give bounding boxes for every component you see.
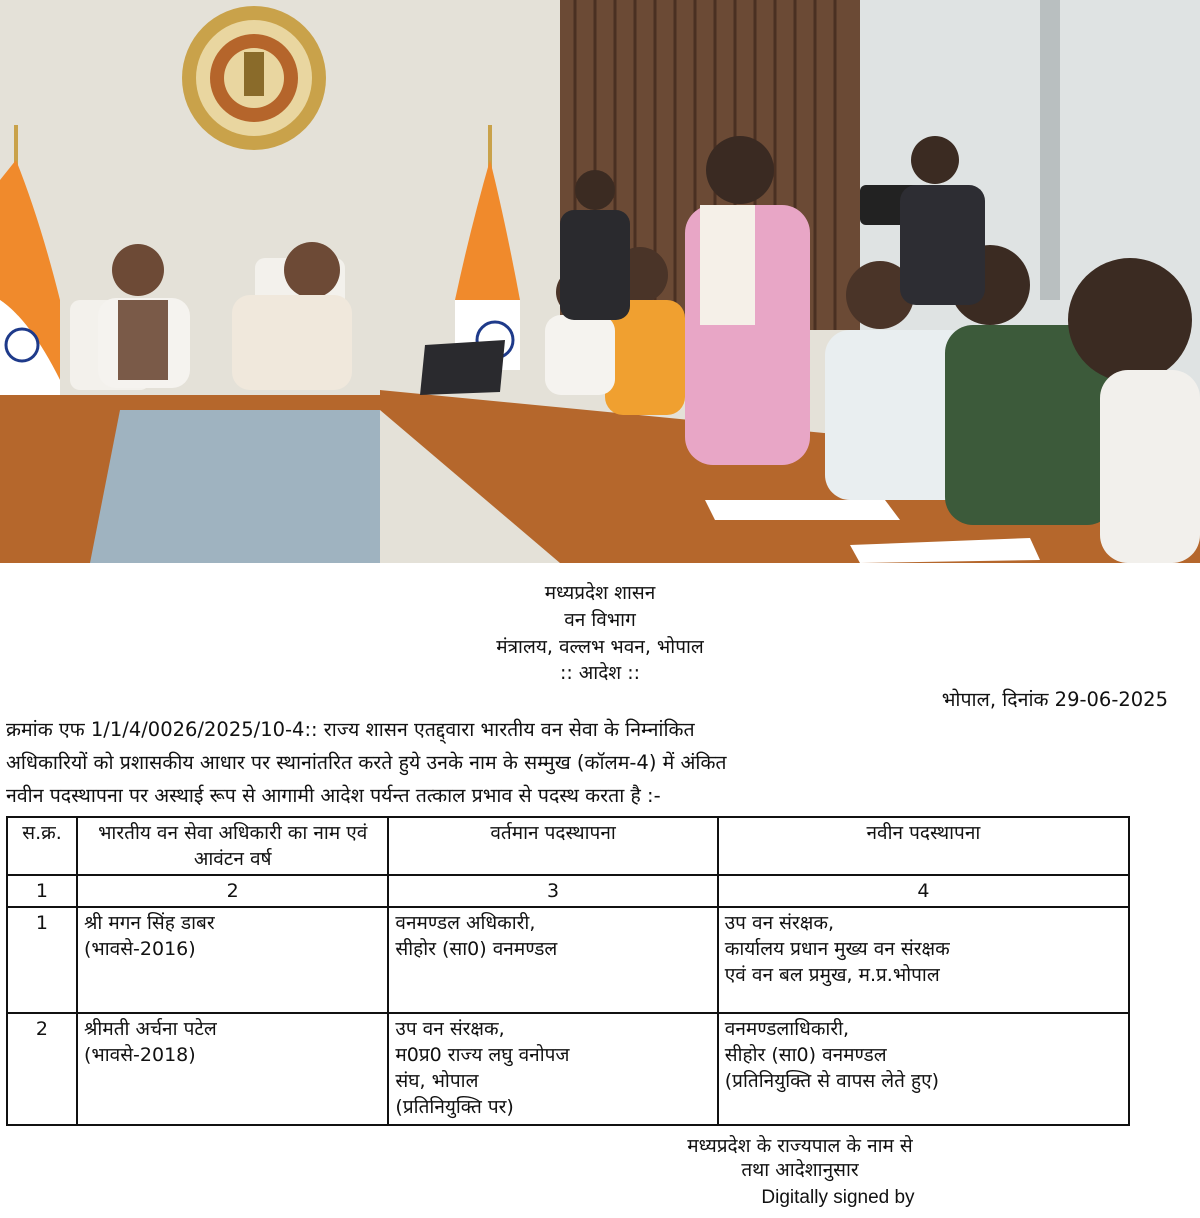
new-posting-line: सीहोर (सा0) वनमण्डल (724, 1044, 887, 1066)
row-new-posting (718, 907, 1129, 1013)
table-row (7, 1013, 1129, 1125)
order-date: भोपाल, दिनांक 29-06-2025 (941, 688, 1168, 711)
row-current-posting (388, 1013, 717, 1125)
table-colnum: 4 (718, 875, 1129, 907)
new-posting-line: (प्रतिनियुक्ति से वापस लेते हुए) (724, 1070, 940, 1092)
new-posting-line: उप वन संरक्षक, (724, 912, 835, 934)
table-header-current: वर्तमान पदस्थापना (388, 817, 717, 875)
table-colnum: 2 (77, 875, 388, 907)
meeting-photo-illustration (0, 0, 1200, 563)
table-colnum: 1 (7, 875, 77, 907)
new-posting-line: एवं वन बल प्रमुख, म.प्र.भोपाल (724, 964, 940, 986)
officer-batch: (भावसे-2016) (83, 938, 196, 960)
table-header-row (7, 817, 1129, 875)
table-colnum: 3 (388, 875, 717, 907)
current-posting-line: सीहोर (सा0) वनमण्डल (395, 938, 558, 960)
table-header-sno: स.क्र. (7, 817, 77, 875)
order-paragraph-line3: नवीन पदस्थापना पर अस्थाई रूप से आगामी आदेश पर्यन्त तत्काल प्रभाव से पदस्थ करता है :- (6, 784, 661, 807)
signature-line2: तथा आदेशानुसार (741, 1159, 859, 1181)
row-new-posting (718, 1013, 1129, 1125)
row-sno: 1 (7, 907, 77, 1013)
table-header-new: नवीन पदस्थापना (718, 817, 1129, 875)
current-posting-line: (प्रतिनियुक्ति पर) (395, 1096, 514, 1118)
order-paragraph (6, 713, 1166, 812)
transfer-table (6, 816, 1130, 1126)
order-header-line3: मंत्रालय, वल्लभ भवन, भोपाल (496, 636, 704, 658)
new-posting-line: कार्यालय प्रधान मुख्य वन संरक्षक (724, 938, 950, 960)
meeting-photo (0, 0, 1200, 563)
current-posting-line: म0प्र0 राज्य लघु वनोपज (395, 1044, 570, 1066)
table-row (7, 907, 1129, 1013)
government-order (0, 563, 1200, 1218)
signature-line1: मध्यप्रदेश के राज्यपाल के नाम से (687, 1135, 913, 1157)
new-posting-line: वनमण्डलाधिकारी, (724, 1018, 850, 1040)
row-officer (77, 907, 388, 1013)
officer-name: श्रीमती अर्चना पटेल (83, 1018, 217, 1040)
row-officer (77, 1013, 388, 1125)
order-header-line2: वन विभाग (564, 609, 636, 631)
table-colnum-row (7, 875, 1129, 907)
current-posting-line: उप वन संरक्षक, (395, 1018, 505, 1040)
signature-digital: Digitally signed by (761, 1187, 915, 1208)
current-posting-line: संघ, भोपाल (395, 1070, 479, 1092)
order-paragraph-line1: क्रमांक एफ 1/1/4/0026/2025/10-4:: राज्य शासन एतद्द्वारा भारतीय वन सेवा के निम्नांकित (6, 718, 695, 741)
state-emblem-icon (182, 6, 326, 150)
row-current-posting (388, 907, 717, 1013)
row-sno: 2 (7, 1013, 77, 1125)
order-header-line4: :: आदेश :: (559, 662, 641, 684)
officer-batch: (भावसे-2018) (83, 1044, 196, 1066)
order-paragraph-line2: अधिकारियों को प्रशासकीय आधार पर स्थानांतरित करते हुये उनके नाम के सम्मुख (कॉलम-4) में अंकित (6, 751, 727, 774)
order-header-line1: मध्यप्रदेश शासन (544, 582, 656, 604)
table-header-name: भारतीय वन सेवा अधिकारी का नाम एवं आवंटन वर्ष (77, 817, 388, 875)
current-posting-line: वनमण्डल अधिकारी, (395, 912, 536, 934)
officer-name: श्री मगन सिंह डाबर (83, 912, 215, 934)
